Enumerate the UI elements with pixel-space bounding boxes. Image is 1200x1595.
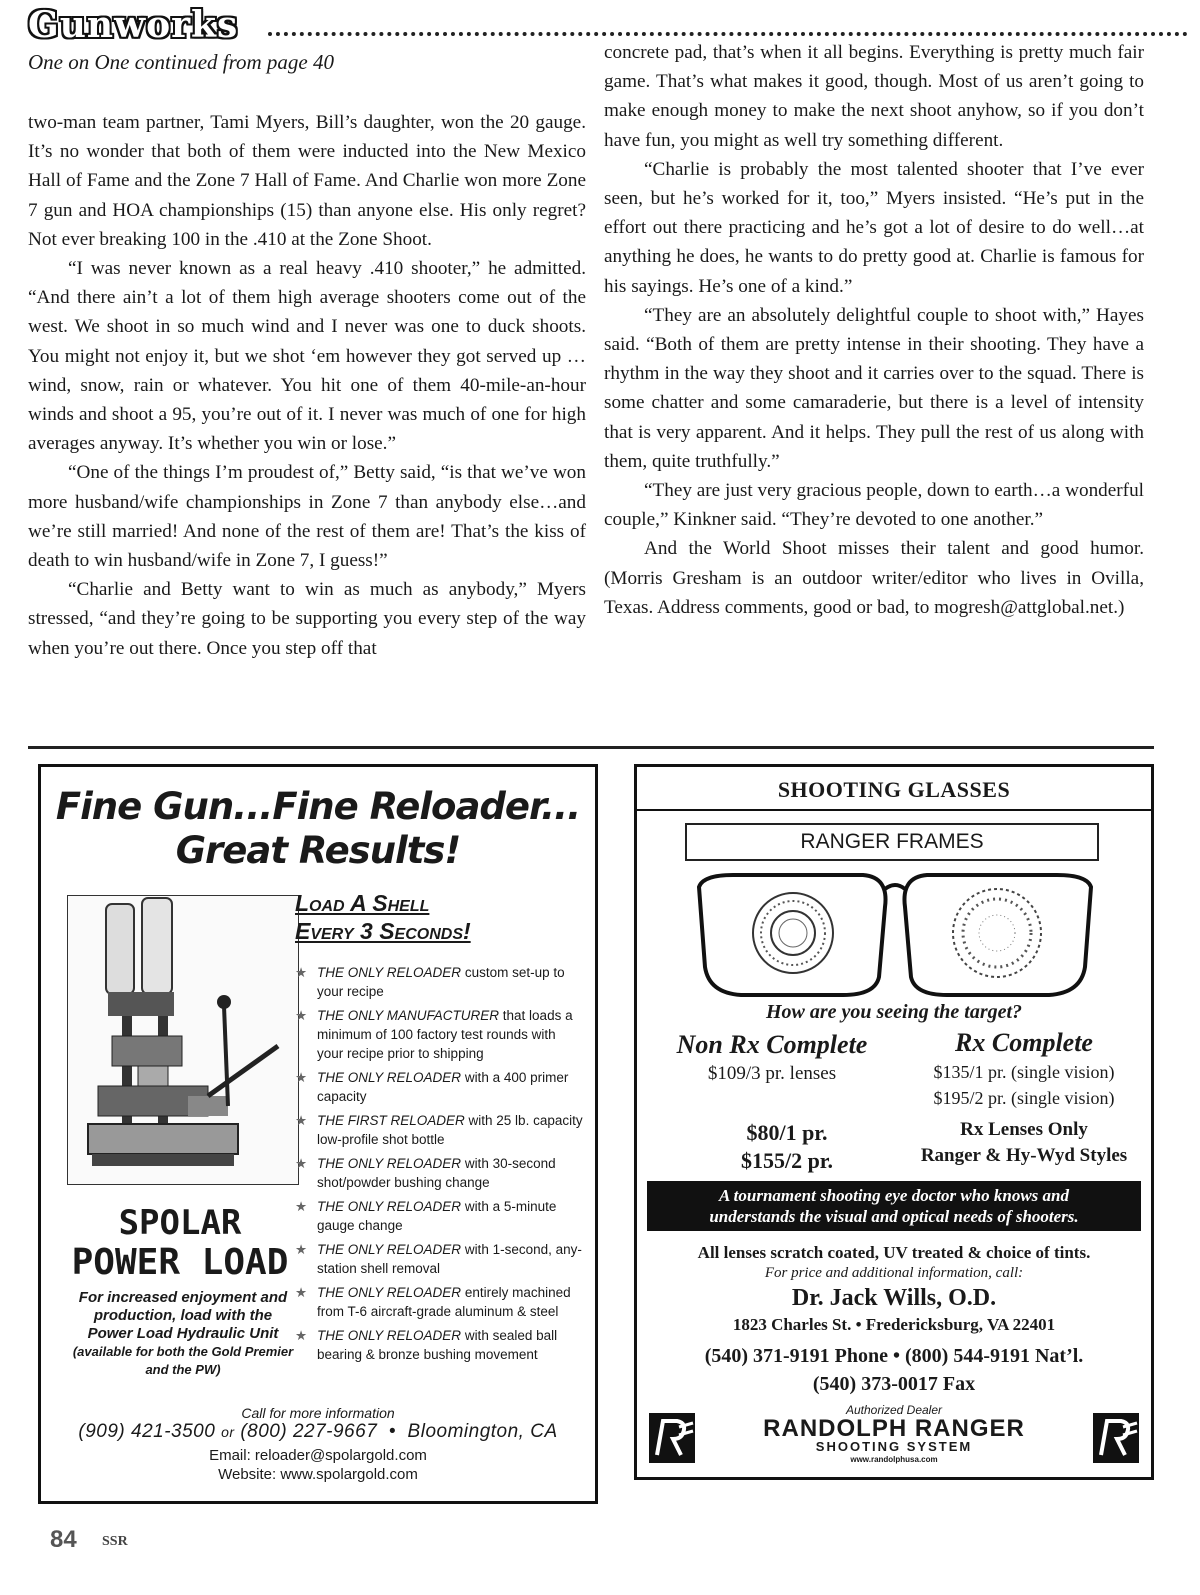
randolph-ranger-brand: RANDOLPH RANGER (763, 1415, 1025, 1442)
email-line: Email: reloader@spolargold.com (209, 1447, 427, 1464)
reloader-machine-image (67, 895, 299, 1185)
brand-line-2: POWER LOAD (71, 1242, 289, 1283)
doctor-name: Dr. Jack Wills, O.D. (791, 1285, 997, 1311)
call-note: Call for more information (241, 1405, 395, 1421)
spolar-advertisement (38, 764, 598, 1504)
paragraph: “One of the things I’m proudest of,” Betty said, “is that we’ve won more husband/wife championships in Zone 7 than anybody else…and we’re still married! And none of the rest of them are! That’s the kiss of death to win husband/wife in Zone 7, I guess!” (28, 462, 586, 572)
rx-pricing (899, 1027, 1149, 1111)
feature-item: ★ THE ONLY RELOADER with a 400 primer capacity (295, 1070, 569, 1104)
doctor-phones: (540) 371-9191 Phone • (800) 544-9191 Nat’l. (704, 1345, 1084, 1367)
title-rule (637, 809, 1151, 811)
headline-line-2: Great Results! (175, 829, 461, 872)
magazine-name: SSR (102, 1534, 128, 1549)
star-icon: ★ (295, 1285, 308, 1300)
feature-item: ★ THE ONLY MANUFACTURER that loads a minimum of 100 factory test rounds with your recipe prior to shipping (295, 1008, 573, 1061)
for-price-note: For price and additional information, call: (764, 1265, 1024, 1281)
star-icon: ★ (295, 965, 308, 980)
location: Bloomington, CA (407, 1421, 558, 1442)
horizontal-rule (28, 746, 1154, 749)
phone-line (41, 1421, 595, 1443)
non-rx-line: $109/3 pr. lenses (707, 1063, 837, 1084)
website-line: Website: www.spolargold.com (218, 1466, 418, 1483)
star-icon: ★ (295, 1008, 308, 1023)
star-icon: ★ (295, 1113, 308, 1128)
reloader-illustration (68, 896, 298, 1184)
bullet: • (383, 1421, 402, 1442)
feature-item: ★ THE ONLY RELOADER with sealed ball bearing & bronze bushing movement (295, 1328, 558, 1362)
phone-1: (909) 421-3500 (78, 1421, 216, 1442)
rx-lenses-only (899, 1117, 1149, 1169)
glasses-illustration (693, 867, 1097, 1001)
doctor-banner: A tournament shooting eye doctor who knows and understands the visual and optical needs of shooters. (647, 1181, 1141, 1231)
rxonly-line-2: Ranger & Hy-Wyd Styles (920, 1145, 1128, 1166)
tagline: For increased enjoyment and production, load with the Power Load Hydraulic Unit (available for both the Gold Premier and the PW) (72, 1289, 294, 1377)
feature-item: ★ THE ONLY RELOADER with 1-second, any-station shell removal (295, 1242, 582, 1276)
shooting-system: SHOOTING SYSTEM (815, 1439, 973, 1454)
feature-item: ★ THE ONLY RELOADER entirely machined from T-6 aircraft-grade aluminum & steel (295, 1285, 571, 1319)
load-line-2: Every 3 Seconds! (295, 918, 471, 944)
phone-or: or (221, 1424, 235, 1440)
section-title: Gunworks (28, 4, 239, 46)
feature-item: ★ THE ONLY RELOADER with a 5-minute gauge change (295, 1199, 557, 1233)
paragraph: concrete pad, that’s when it all begins. Everything is pretty much fair game. That’s what makes it good, though. Most of us aren’t going to make enough money to make the next shoot anyhow, so if you don’t have fun, you might as well try something different. (604, 42, 1144, 151)
rx-line-2: $195/2 pr. (single vision) (933, 1088, 1115, 1108)
frames-box: RANGER FRAMES (685, 823, 1099, 861)
non-rx-pricing (647, 1029, 897, 1087)
paragraph: “Charlie and Betty want to win as much as anybody,” Myers stressed, “and they’re going to be supporting you every step of the way when you’re out there. Once you step off that (28, 579, 586, 659)
star-icon: ★ (295, 1156, 308, 1171)
price-1: $80/1 pr. (746, 1120, 828, 1145)
rxonly-line-1: Rx Lenses Only (960, 1119, 1088, 1140)
feature-item: ★ THE FIRST RELOADER with 25 lb. capacity low-profile shot bottle (295, 1113, 583, 1147)
article-column-right (604, 38, 1144, 622)
lenses-note: All lenses scratch coated, UV treated & choice of tints. (697, 1243, 1091, 1262)
non-rx-title: Non Rx Complete (676, 1030, 868, 1059)
star-icon: ★ (295, 1199, 308, 1214)
headline-line-1: Fine Gun...Fine Reloader... (55, 785, 581, 828)
doctor-fax: (540) 373-0017 Fax (812, 1373, 976, 1395)
paragraph: “They are an absolutely delightful couple to shoot with,” Hayes said. “Both of them are pretty intense in their shooting. They have a rhythm in the way they shoot and it carries over to the squad. There is some chatter and some camaraderie, but there is a level of intensity that is very apparent. And it helps. They pull the rest of us along with them, quite truthfully.” (604, 304, 1144, 472)
randolph-logo-icon (1093, 1413, 1139, 1463)
page-number: 84 (50, 1526, 77, 1553)
lens-prices (697, 1119, 877, 1175)
authorized-dealer: Authorized Dealer (845, 1403, 943, 1417)
paragraph: “They are just very gracious people, down to earth…a wonderful couple,” Kinkner said. “They’re devoted to one another.” (604, 480, 1144, 531)
paragraph: two-man team partner, Tami Myers, Bill’s daughter, won the 20 gauge. It’s no wonder that both of them were inducted into the New Mexico Hall of Fame and the Zone 7 Hall of Fame. And Charlie won more Zone 7 gun and HOA championships (15) than anyone else. His only regret? Not ever breaking 100 in the .410 at the Zone Shoot. (28, 112, 586, 250)
paragraph: And the World Shoot misses their talent and good humor. (Morris Gresham is an outdoor writer/editor who lives in Ovilla, Texas. Address comments, good or bad, to mogresh@attglobal.net.) (604, 538, 1144, 618)
star-icon: ★ (295, 1242, 308, 1257)
rx-line-1: $135/1 pr. (single vision) (933, 1062, 1115, 1082)
brand-url: www.randolphusa.com (850, 1455, 938, 1464)
doctor-address: 1823 Charles St. • Fredericksburg, VA 22401 (732, 1315, 1056, 1334)
star-icon: ★ (295, 1070, 308, 1085)
tagline-note: (available for both the Gold Premier and the PW) (72, 1344, 294, 1377)
ad-title: SHOOTING GLASSES (777, 777, 1011, 802)
phone-2: (800) 227-9667 (240, 1421, 378, 1442)
feature-item: ★ THE ONLY RELOADER with 30-second shot/powder bushing change (295, 1156, 556, 1190)
brand-line-1: SPOLAR (118, 1203, 242, 1243)
star-icon: ★ (295, 1328, 308, 1343)
shooting-glasses-advertisement (634, 764, 1154, 1480)
continued-note: One on One continued from page 40 (28, 50, 334, 74)
paragraph: “Charlie is probably the most talented shooter that I’ve ever seen, but he’s worked for it, too,” Myers insisted. “He’s put in the effort out there practicing and he’s got a lot of desire to do well…at anything he does, he wants to do pretty good at. Charlie is famous for his sayings. He’s one of a kind.” (604, 158, 1144, 297)
article-column-left (28, 108, 586, 663)
feature-list (295, 963, 585, 1369)
target-question: How are you seeing the target? (765, 1001, 1023, 1023)
feature-item: ★ THE ONLY RELOADER custom set-up to your recipe (295, 965, 565, 999)
spolar-brand (67, 1203, 293, 1283)
paragraph: “I was never known as a real heavy .410 shooter,” he admitted. “And there ain’t a lot of them high average shooters come out of the west. We shoot in so much wind and I never was one to duck shoots. You might not enjoy it, but we shot ‘em however they got served up … wind, snow, rain or whatever. You hit one of them 40-mile-an-hour winds and shoot a 95, you’re out of it. I never was much of one for high averages anyway. It’s whether you win or lose.” (28, 258, 586, 455)
ad-headline (41, 785, 595, 873)
randolph-logo-icon (649, 1413, 695, 1463)
rx-title: Rx Complete (955, 1028, 1093, 1057)
load-line-1: Load A Shell (295, 890, 430, 916)
load-shell-heading (295, 889, 471, 945)
price-2: $155/2 pr. (740, 1148, 834, 1173)
dotted-rule (268, 32, 1188, 36)
